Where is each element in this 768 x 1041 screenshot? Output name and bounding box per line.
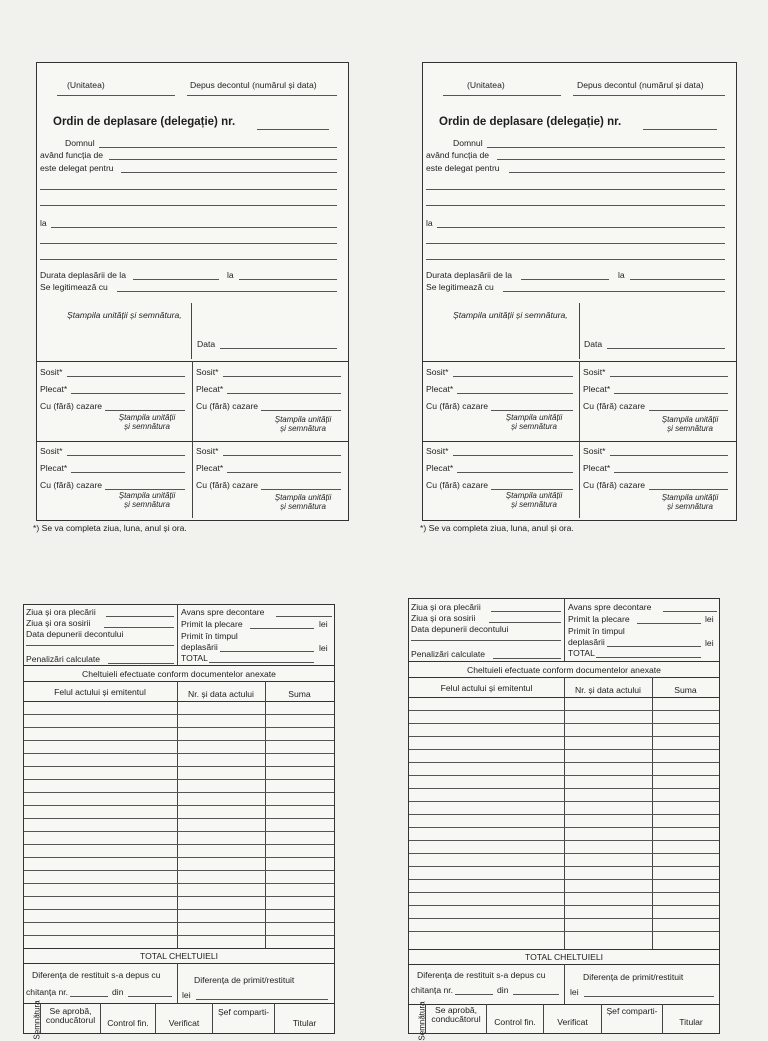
- cazare-label: Cu (fără) cazare: [426, 401, 489, 411]
- total-cheltuieli: TOTAL CHELTUIELI: [140, 951, 218, 961]
- footnote: *) Se va completa ziua, luna, anul și ora.: [420, 523, 574, 533]
- data-depunerii-label: Data depunerii decontului: [26, 629, 124, 639]
- unit-label: (Unitatea): [67, 80, 105, 90]
- lei-label: lei: [319, 643, 328, 653]
- penalizari-label: Penalizări calculate: [411, 649, 486, 659]
- order-form-left: [36, 62, 349, 521]
- stampila-label: Ștampila unității și semnătura,: [453, 310, 568, 320]
- col-suma: Suma: [288, 689, 311, 699]
- se-aproba: Se aprobă, conducătorul: [45, 1006, 96, 1025]
- cazare-label: Cu (fără) cazare: [196, 480, 259, 490]
- durata-label: Durata deplasării de la: [426, 270, 512, 280]
- settlement-form-right: [408, 598, 720, 1041]
- la2-label: la: [618, 270, 625, 280]
- primit-timpul-label: Primit în timpul: [181, 631, 238, 641]
- sig-line1: Ștampila unității: [118, 413, 176, 422]
- sosit-label: Sosit*: [583, 367, 606, 377]
- verificat: Verificat: [557, 1017, 588, 1027]
- sig-line2: și semnătura: [124, 500, 170, 509]
- sig-line1: Ștampila unității: [274, 493, 332, 502]
- delegat-label: este delegat pentru: [40, 163, 114, 173]
- functia-label: având funcția de: [426, 150, 490, 160]
- cazare-label: Cu (fără) cazare: [196, 401, 259, 411]
- unit-label: (Unitatea): [467, 80, 505, 90]
- sig-line1: Ștampila unității: [274, 415, 332, 424]
- avans-label: Avans spre decontare: [181, 607, 265, 617]
- total-cheltuieli: TOTAL CHELTUIELI: [525, 952, 603, 962]
- sosit-label: Sosit*: [40, 367, 63, 377]
- plecat-label: Plecat*: [426, 463, 454, 473]
- se-aproba: Se aprobă, conducătorul: [431, 1005, 481, 1024]
- deplasarii-label: deplasării: [181, 642, 218, 652]
- primit-plecare-label: Primit la plecare: [568, 614, 630, 624]
- total-label: TOTAL: [568, 648, 595, 658]
- titular: Titular: [292, 1018, 317, 1028]
- primit-plecare-label: Primit la plecare: [181, 619, 243, 629]
- primit-timpul-label: Primit în timpul: [568, 626, 625, 636]
- sig-line2: și semnătura: [667, 502, 713, 511]
- sosit-label: Sosit*: [426, 446, 449, 456]
- plecat-label: Plecat*: [426, 384, 454, 394]
- functia-label: având funcția de: [40, 150, 104, 160]
- la-label: la: [426, 218, 433, 228]
- din: din: [112, 987, 124, 997]
- din: din: [497, 985, 509, 995]
- lei-label: lei: [182, 990, 191, 1000]
- cazare-label: Cu (fără) cazare: [583, 480, 646, 490]
- depus-label: Depus decontul (numărul și data): [577, 80, 704, 90]
- sef-compart: Șef comparti-: [217, 1007, 270, 1017]
- stampila-label: Ștampila unității și semnătura,: [67, 310, 182, 320]
- domnul-label: Domnul: [453, 138, 483, 148]
- order-title: Ordin de deplasare (delegație) nr.: [439, 116, 622, 128]
- legitimeaza-label: Se legitimează cu: [426, 282, 494, 292]
- ziua-plecarii-label: Ziua și ora plecării: [411, 602, 481, 612]
- titular: Titular: [679, 1017, 703, 1027]
- data-depunerii-label: Data depunerii decontului: [411, 624, 509, 634]
- chitanta: chitanța nr.: [26, 987, 69, 997]
- delegat-label: este delegat pentru: [426, 163, 500, 173]
- order-form-right: [422, 62, 737, 521]
- cazare-label: Cu (fără) cazare: [40, 401, 103, 411]
- sig-line2: și semnătura: [280, 424, 326, 433]
- sig-line2: și semnătura: [511, 422, 557, 431]
- plecat-label: Plecat*: [583, 384, 611, 394]
- sosit-label: Sosit*: [426, 367, 449, 377]
- sig-line1: Ștampila unității: [505, 491, 563, 500]
- legitimeaza-label: Se legitimează cu: [40, 282, 108, 292]
- sig-line1: Ștampila unității: [505, 413, 563, 422]
- plecat-label: Plecat*: [583, 463, 611, 473]
- col-suma: Suma: [674, 685, 697, 695]
- diferenta-primit: Diferența de primit/restituit: [583, 972, 684, 982]
- la2-label: la: [227, 270, 234, 280]
- cazare-label: Cu (fără) cazare: [583, 401, 646, 411]
- avans-label: Avans spre decontare: [568, 602, 652, 612]
- control-fin: Control fin.: [494, 1017, 536, 1027]
- sosit-label: Sosit*: [583, 446, 606, 456]
- ziua-plecarii-label: Ziua și ora plecării: [26, 607, 96, 617]
- diferenta-restituit: Diferența de restituit s-a depus cu: [417, 970, 546, 980]
- plecat-label: Plecat*: [40, 384, 68, 394]
- depus-label: Depus decontul (numărul și data): [190, 80, 317, 90]
- sef-compart: Șef comparti-: [606, 1006, 658, 1016]
- col-felul: Felul actului și emitentul: [440, 683, 533, 693]
- data-label: Data: [584, 339, 603, 349]
- cazare-label: Cu (fără) cazare: [426, 480, 489, 490]
- sosit-label: Sosit*: [40, 446, 63, 456]
- plecat-label: Plecat*: [196, 463, 224, 473]
- sig-line2: și semnătura: [667, 424, 713, 433]
- deplasarii-label: deplasării: [568, 637, 605, 647]
- cheltuieli-header: Cheltuieli efectuate conform documentelor anexate: [467, 665, 661, 675]
- diferenta-restituit: Diferența de restituit s-a depus cu: [32, 970, 161, 980]
- sig-line2: și semnătura: [124, 422, 170, 431]
- col-felul: Felul actului și emitentul: [54, 687, 146, 697]
- lei-label: lei: [570, 987, 579, 997]
- verificat: Verificat: [168, 1018, 200, 1028]
- sig-line1: Ștampila unității: [661, 493, 719, 502]
- sig-line2: și semnătura: [280, 502, 326, 511]
- lei-label: lei: [705, 638, 714, 648]
- sig-line2: și semnătura: [511, 500, 557, 509]
- settlement-form-left: [23, 604, 335, 1040]
- semnatura-vertical: Semnătura: [32, 1000, 42, 1040]
- durata-label: Durata deplasării de la: [40, 270, 126, 280]
- control-fin: Control fin.: [107, 1018, 149, 1028]
- data-label: Data: [197, 339, 216, 349]
- domnul-label: Domnul: [65, 138, 95, 148]
- cheltuieli-header: Cheltuieli efectuate conform documentelor anexate: [82, 669, 276, 679]
- sig-line1: Ștampila unității: [118, 491, 176, 500]
- chitanta: chitanța nr.: [411, 985, 454, 995]
- ziua-sosirii-label: Ziua și ora sosirii: [411, 613, 476, 623]
- plecat-label: Plecat*: [196, 384, 224, 394]
- cazare-label: Cu (fără) cazare: [40, 480, 103, 490]
- sosit-label: Sosit*: [196, 367, 219, 377]
- col-nr: Nr. și data actului: [575, 685, 641, 695]
- semnatura-vertical: Semnătura: [417, 1001, 427, 1041]
- order-title: Ordin de deplasare (delegație) nr.: [53, 116, 236, 128]
- footnote: *) Se va completa ziua, luna, anul și ora.: [33, 523, 187, 533]
- lei-label: lei: [705, 614, 714, 624]
- sosit-label: Sosit*: [196, 446, 219, 456]
- plecat-label: Plecat*: [40, 463, 68, 473]
- la-label: la: [40, 218, 47, 228]
- diferenta-primit: Diferența de primit/restituit: [194, 975, 295, 985]
- penalizari-label: Penalizări calculate: [26, 654, 101, 664]
- col-nr: Nr. și data actului: [188, 689, 254, 699]
- total-label: TOTAL: [181, 653, 208, 663]
- lei-label: lei: [319, 619, 328, 629]
- ziua-sosirii-label: Ziua și ora sosirii: [26, 618, 91, 628]
- sig-line1: Ștampila unității: [661, 415, 719, 424]
